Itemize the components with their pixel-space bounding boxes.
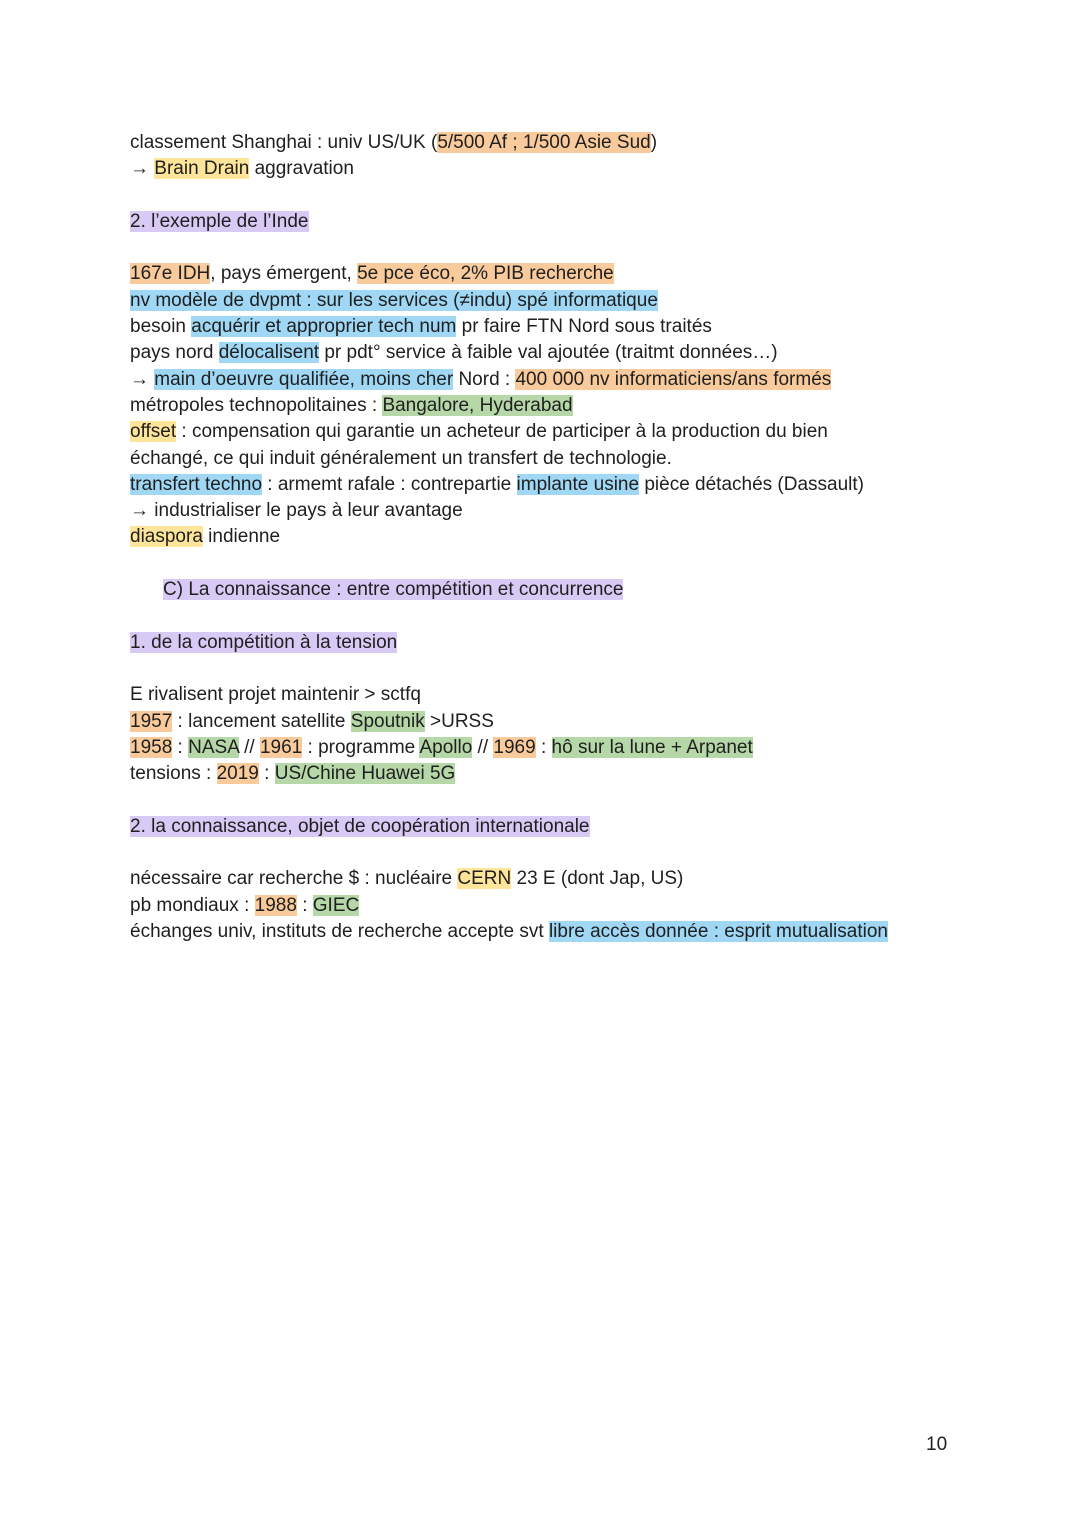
highlighted-text: 5/500 Af ; 1/500 Asie Sud [437, 132, 651, 153]
text-segment: pr faire FTN Nord sous traités [456, 316, 712, 338]
text-segment: échanges univ, instituts de recherche accepte svt [130, 920, 549, 942]
text-segment: → industrialiser le pays à leur avantage [130, 500, 463, 522]
highlighted-text: 1988 [254, 894, 297, 916]
highlighted-text: C) La connaissance : entre compétition et concurrence [163, 579, 624, 601]
highlighted-text: main d’oeuvre qualifiée, moins cher [154, 368, 454, 390]
line-idh [130, 261, 950, 287]
text-segment: : [258, 763, 275, 785]
highlighted-text: 1958 [130, 736, 173, 758]
text-segment: : armemt rafale : contrepartie [262, 473, 517, 495]
line-rivalisent [130, 682, 950, 708]
text-segment: pr pdt° service à faible val ajoutée (traitmt données…) [319, 342, 778, 364]
heading-cooperation [130, 814, 950, 840]
text-segment: ) [650, 132, 658, 153]
line-metropoles [130, 393, 950, 419]
text-segment: indienne [202, 526, 281, 548]
text-segment: 23 E (dont Jap, US) [511, 868, 684, 890]
text-segment: // [472, 736, 494, 758]
text-segment: classement Shanghai : univ US/UK ( [130, 132, 438, 153]
highlighted-text: 1. de la compétition à la tension [130, 631, 398, 653]
text-segment: → [130, 158, 155, 180]
highlighted-text: CERN [457, 868, 512, 890]
highlighted-text: diaspora [130, 526, 203, 548]
text-segment: pays nord [130, 342, 219, 364]
highlighted-text: US/Chine Huawei 5G [274, 763, 456, 785]
blank-line [130, 235, 950, 261]
highlighted-text: 2. la connaissance, objet de coopération internationale [130, 815, 590, 837]
heading-inde [130, 209, 950, 235]
line-1957 [130, 709, 950, 735]
highlighted-text: 5e pce éco, 2% PIB recherche [357, 263, 614, 285]
line-besoin [130, 314, 950, 340]
line-main-oeuvre [130, 367, 950, 393]
text-segment: aggravation [249, 158, 354, 180]
line-echanges-univ [130, 919, 950, 945]
highlighted-text: 1961 [259, 736, 303, 758]
highlighted-text: délocalisent [218, 342, 320, 364]
blank-line [130, 840, 950, 866]
text-segment: , pays émergent, [210, 263, 358, 285]
highlighted-text: Spoutnik [350, 710, 425, 732]
line-industrialiser [130, 498, 950, 524]
highlighted-text: transfert techno [130, 473, 263, 495]
highlighted-text: hô sur la lune + Arpanet [551, 736, 753, 758]
line-modele [130, 288, 950, 314]
heading-section-c [130, 577, 950, 603]
blank-line [130, 551, 950, 577]
text-segment: : lancement satellite [172, 710, 351, 732]
text-segment: : [172, 736, 189, 758]
line-offset [130, 419, 950, 445]
highlighted-text: NASA [188, 736, 239, 758]
text-segment: métropoles technopolitaines : [130, 394, 383, 416]
text-segment: : [296, 894, 313, 916]
line-transfert [130, 472, 950, 498]
text-segment: : programme [302, 736, 420, 758]
highlighted-text: acquérir et approprier tech num [191, 316, 457, 338]
highlighted-text: offset [130, 421, 177, 443]
blank-line [130, 603, 950, 629]
highlighted-text: Apollo [419, 736, 473, 758]
text-segment: nécessaire car recherche $ : nucléaire [130, 868, 458, 890]
line-tensions [130, 761, 950, 787]
blank-line [130, 656, 950, 682]
text-segment: → [130, 368, 155, 390]
blank-line [130, 787, 950, 813]
text-segment: pb mondiaux : [130, 894, 255, 916]
line-brain-drain [130, 156, 950, 182]
highlighted-text: nv modèle de dvpmt : sur les services (≠indu) spé informatique [130, 289, 658, 311]
text-segment: échangé, ce qui induit généralement un transfert de technologie. [130, 447, 672, 469]
highlighted-text: libre accès donnée : esprit mutualisation [548, 920, 888, 942]
highlighted-text: 1957 [130, 710, 173, 732]
text-segment: // [238, 736, 260, 758]
line-1958 [130, 735, 950, 761]
text-segment: : compensation qui garantie un acheteur de participer à la production du bien [176, 421, 828, 443]
text-segment: besoin [130, 316, 192, 338]
highlighted-text: 2. l’exemple de l’Inde [130, 210, 309, 232]
highlighted-text: 2019 [216, 763, 259, 785]
text-segment: >URSS [424, 710, 494, 732]
text-segment: E rivalisent projet maintenir > sctfq [130, 684, 421, 706]
highlighted-text: GIEC [312, 894, 360, 916]
highlighted-text: Brain Drain [154, 158, 250, 180]
document-body [130, 130, 950, 945]
line-diaspora [130, 524, 950, 550]
text-segment: Nord : [453, 368, 516, 390]
highlighted-text: 167e IDH [130, 263, 211, 285]
highlighted-text: implante usine [516, 473, 640, 495]
heading-competition [130, 630, 950, 656]
highlighted-text: 1969 [493, 736, 536, 758]
blank-line [130, 183, 950, 209]
highlighted-text: 400 000 nv informaticiens/ans formés [515, 368, 832, 390]
highlighted-text: Bangalore, Hyderabad [382, 394, 573, 416]
text-segment: pièce détachés (Dassault) [639, 473, 865, 495]
text-segment: : [535, 736, 552, 758]
line-shanghai-ranking [130, 130, 950, 156]
text-segment: tensions : [130, 763, 217, 785]
line-giec [130, 893, 950, 919]
page-number: 10 [926, 1434, 948, 1455]
line-echange [130, 446, 950, 472]
line-delocalisent [130, 340, 950, 366]
line-cern [130, 866, 950, 892]
